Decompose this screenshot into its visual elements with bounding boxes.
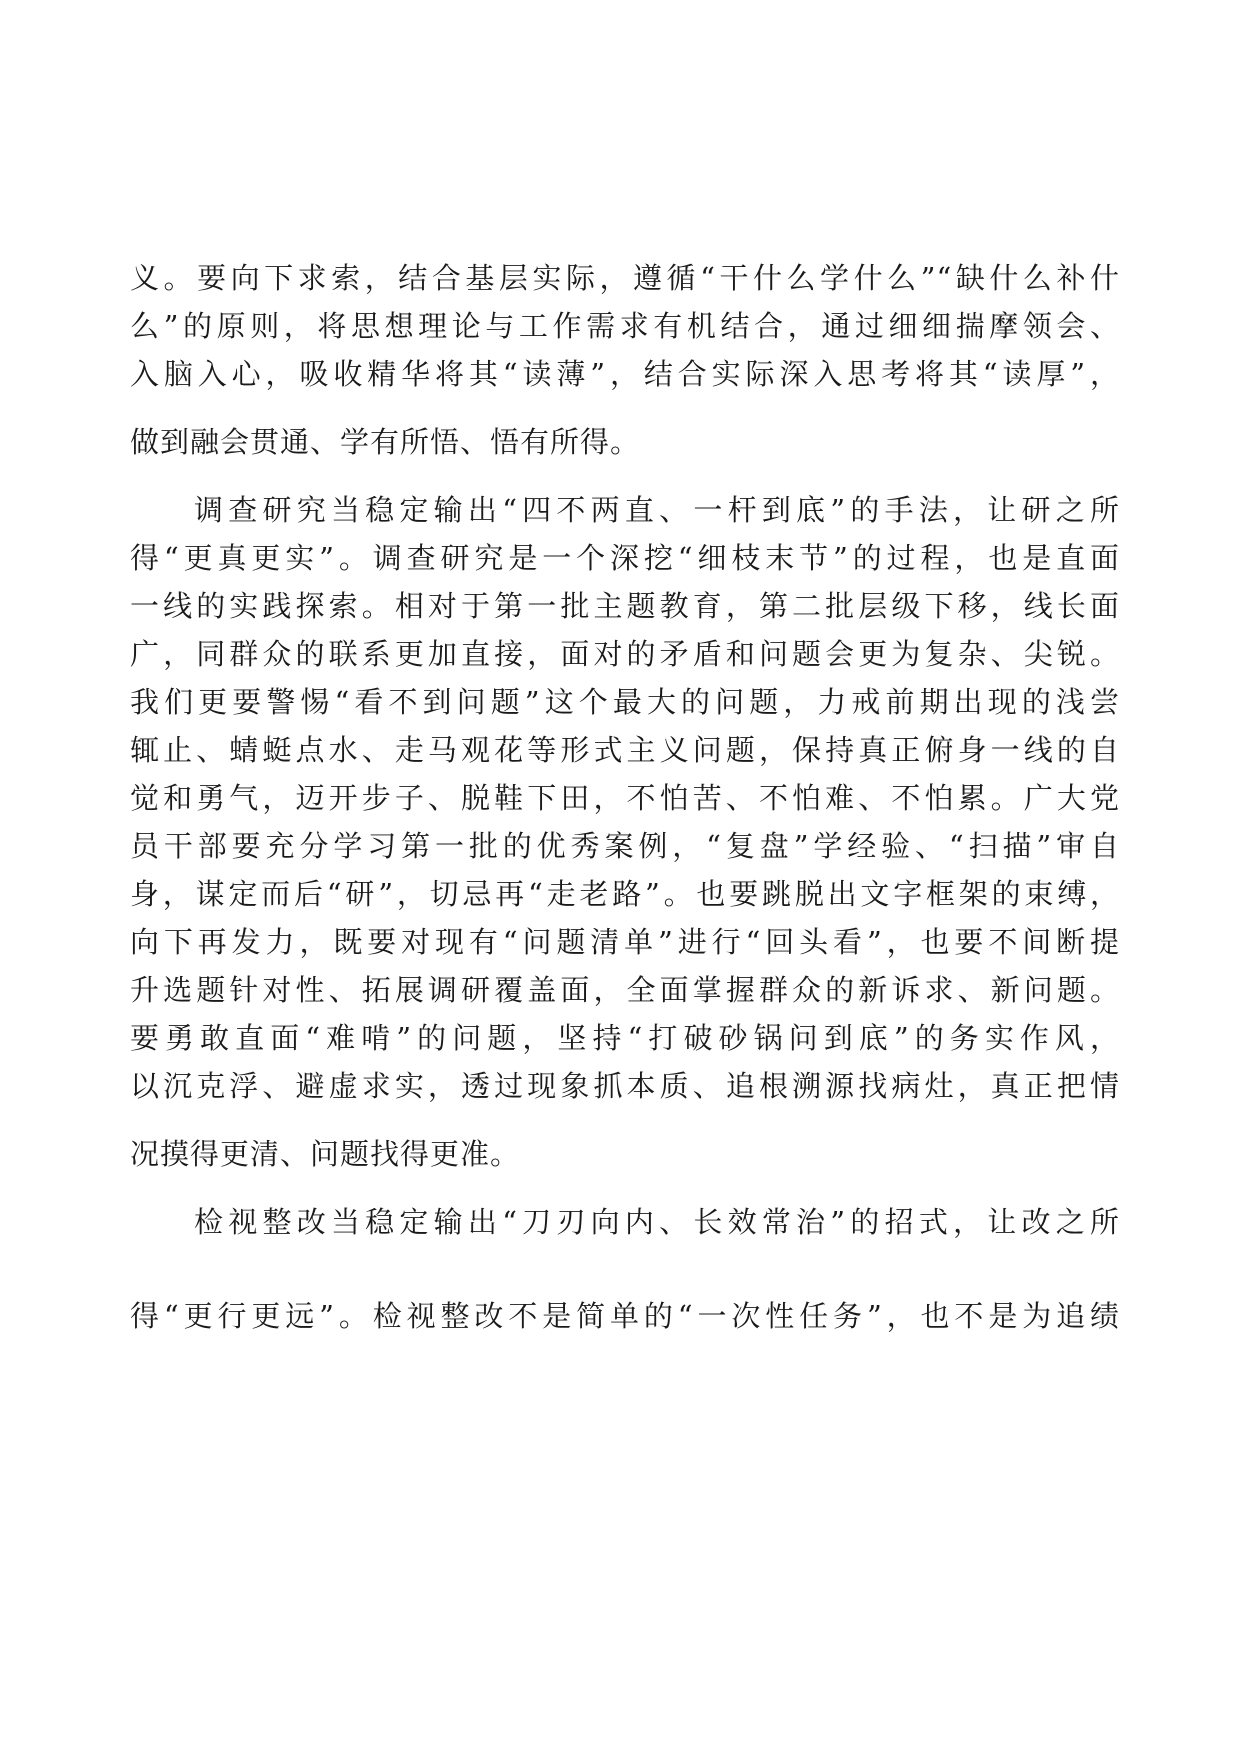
text-line: 我们更要警惕“看不到问题”这个最大的问题，力戒前期出现的浅尝 (130, 685, 1120, 719)
text-line: 广，同群众的联系更加直接，面对的矛盾和问题会更为复杂、尖锐。 (130, 637, 1120, 671)
text-line: 得“更行更远”。检视整改不是简单的“一次性任务”，也不是为追绩 (130, 1299, 1120, 1333)
text-line: 身，谋定而后“研”，切忌再“走老路”。也要跳脱出文字框架的束缚， (130, 877, 1120, 911)
text-line: 升选题针对性、拓展调研覆盖面，全面掌握群众的新诉求、新问题。 (130, 973, 1120, 1007)
text-line: 况摸得更清、问题找得更准。 (130, 1137, 521, 1171)
text-line: 得“更真更实”。调查研究是一个深挖“细枝末节”的过程，也是直面 (130, 541, 1120, 575)
text-line: 检视整改当稳定输出“刀刃向内、长效常治”的招式，让改之所 (194, 1205, 1120, 1239)
text-line: 向下再发力，既要对现有“问题清单”进行“回头看”，也要不间断提 (130, 925, 1120, 959)
text-line: 一线的实践探索。相对于第一批主题教育，第二批层级下移，线长面 (130, 589, 1120, 623)
text-line: 义。要向下求索，结合基层实际，遵循“干什么学什么”“缺什么补什 (130, 261, 1120, 295)
text-line: 入脑入心，吸收精华将其“读薄”，结合实际深入思考将其“读厚”， (130, 357, 1120, 391)
document-body (130, 254, 1120, 1340)
text-line: 做到融会贯通、学有所悟、悟有所得。 (130, 425, 641, 459)
text-line: 要勇敢直面“难啃”的问题，坚持“打破砂锅问到底”的务实作风， (130, 1021, 1120, 1055)
paragraph-1 (130, 254, 1120, 466)
text-line: 以沉克浮、避虚求实，透过现象抓本质、追根溯源找病灶，真正把情 (130, 1069, 1120, 1103)
text-line: 么”的原则，将思想理论与工作需求有机结合，通过细细揣摩领会、 (130, 309, 1120, 343)
paragraph-2 (130, 486, 1120, 1178)
paragraph-3 (130, 1198, 1120, 1340)
text-line: 觉和勇气，迈开步子、脱鞋下田，不怕苦、不怕难、不怕累。广大党 (130, 781, 1120, 815)
text-line: 调查研究当稳定输出“四不两直、一杆到底”的手法，让研之所 (194, 493, 1120, 527)
text-line: 辄止、蜻蜓点水、走马观花等形式主义问题，保持真正俯身一线的自 (130, 733, 1120, 767)
text-line: 员干部要充分学习第一批的优秀案例，“复盘”学经验、“扫描”审自 (130, 829, 1120, 863)
